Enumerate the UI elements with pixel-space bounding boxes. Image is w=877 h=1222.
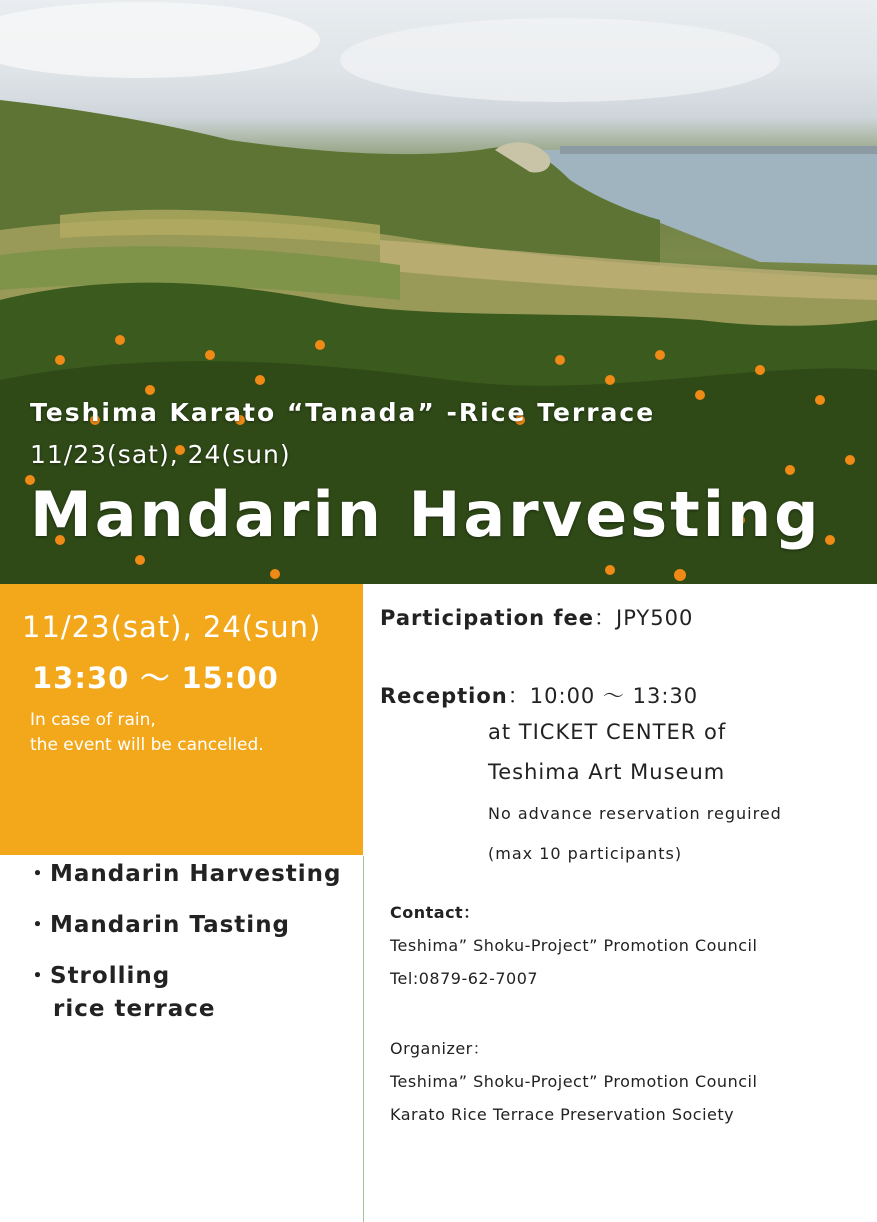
reception-row <box>380 680 698 710</box>
hero-photo <box>0 0 877 584</box>
contact-org: Teshima” Shoku-Project” Promotion Council <box>390 936 758 955</box>
organizer-block <box>390 1032 757 1131</box>
schedule-dates: 11/23(sat), 24(sun) <box>22 610 322 644</box>
organizer-org-2: Karato Rice Terrace Preservation Society <box>390 1105 735 1124</box>
capacity-note: (max 10 participants) <box>488 844 683 863</box>
activity-list <box>26 858 356 1044</box>
contact-tel: Tel:0879-62-7007 <box>390 969 539 988</box>
organizer-org-1: Teshima” Shoku-Project” Promotion Council <box>390 1072 758 1091</box>
schedule-time: 13:30 ～ 15:00 <box>32 661 279 695</box>
hero-dates: 11/23(sat), 24(sun) <box>30 440 291 469</box>
organizer-label: Organizer： <box>390 1039 490 1058</box>
activity-item-harvesting: ・Mandarin Harvesting <box>26 861 342 887</box>
reception-label: Reception <box>380 684 508 708</box>
participation-fee <box>380 602 693 632</box>
contact-block <box>390 896 757 995</box>
activity-item-strolling: ・Strolling rice terrace <box>26 963 216 1022</box>
contact-label: Contact： <box>390 903 480 922</box>
reception-time: 10:00 ～ 13:30 <box>529 684 699 708</box>
reception-separator: ： <box>507 684 530 708</box>
activity-item-tasting: ・Mandarin Tasting <box>26 912 291 938</box>
schedule-panel <box>0 584 363 855</box>
rain-notice <box>30 708 264 758</box>
fee-label: Participation fee <box>380 606 594 630</box>
reception-place-line-2: Teshima Art Museum <box>488 760 726 784</box>
event-title: Mandarin Harvesting <box>30 478 822 551</box>
column-divider <box>363 856 364 1222</box>
reception-place-line-1: at TICKET CENTER of <box>488 720 727 744</box>
rain-notice-line-2: the event will be cancelled. <box>30 735 264 755</box>
rain-notice-line-1: In case of rain, <box>30 710 156 730</box>
fee-separator: ： <box>594 606 616 630</box>
fee-value: JPY500 <box>616 606 694 630</box>
reservation-note: No advance reservation reguired <box>488 804 782 823</box>
event-subtitle: Teshima Karato “Tanada” -Rice Terrace <box>30 398 656 427</box>
